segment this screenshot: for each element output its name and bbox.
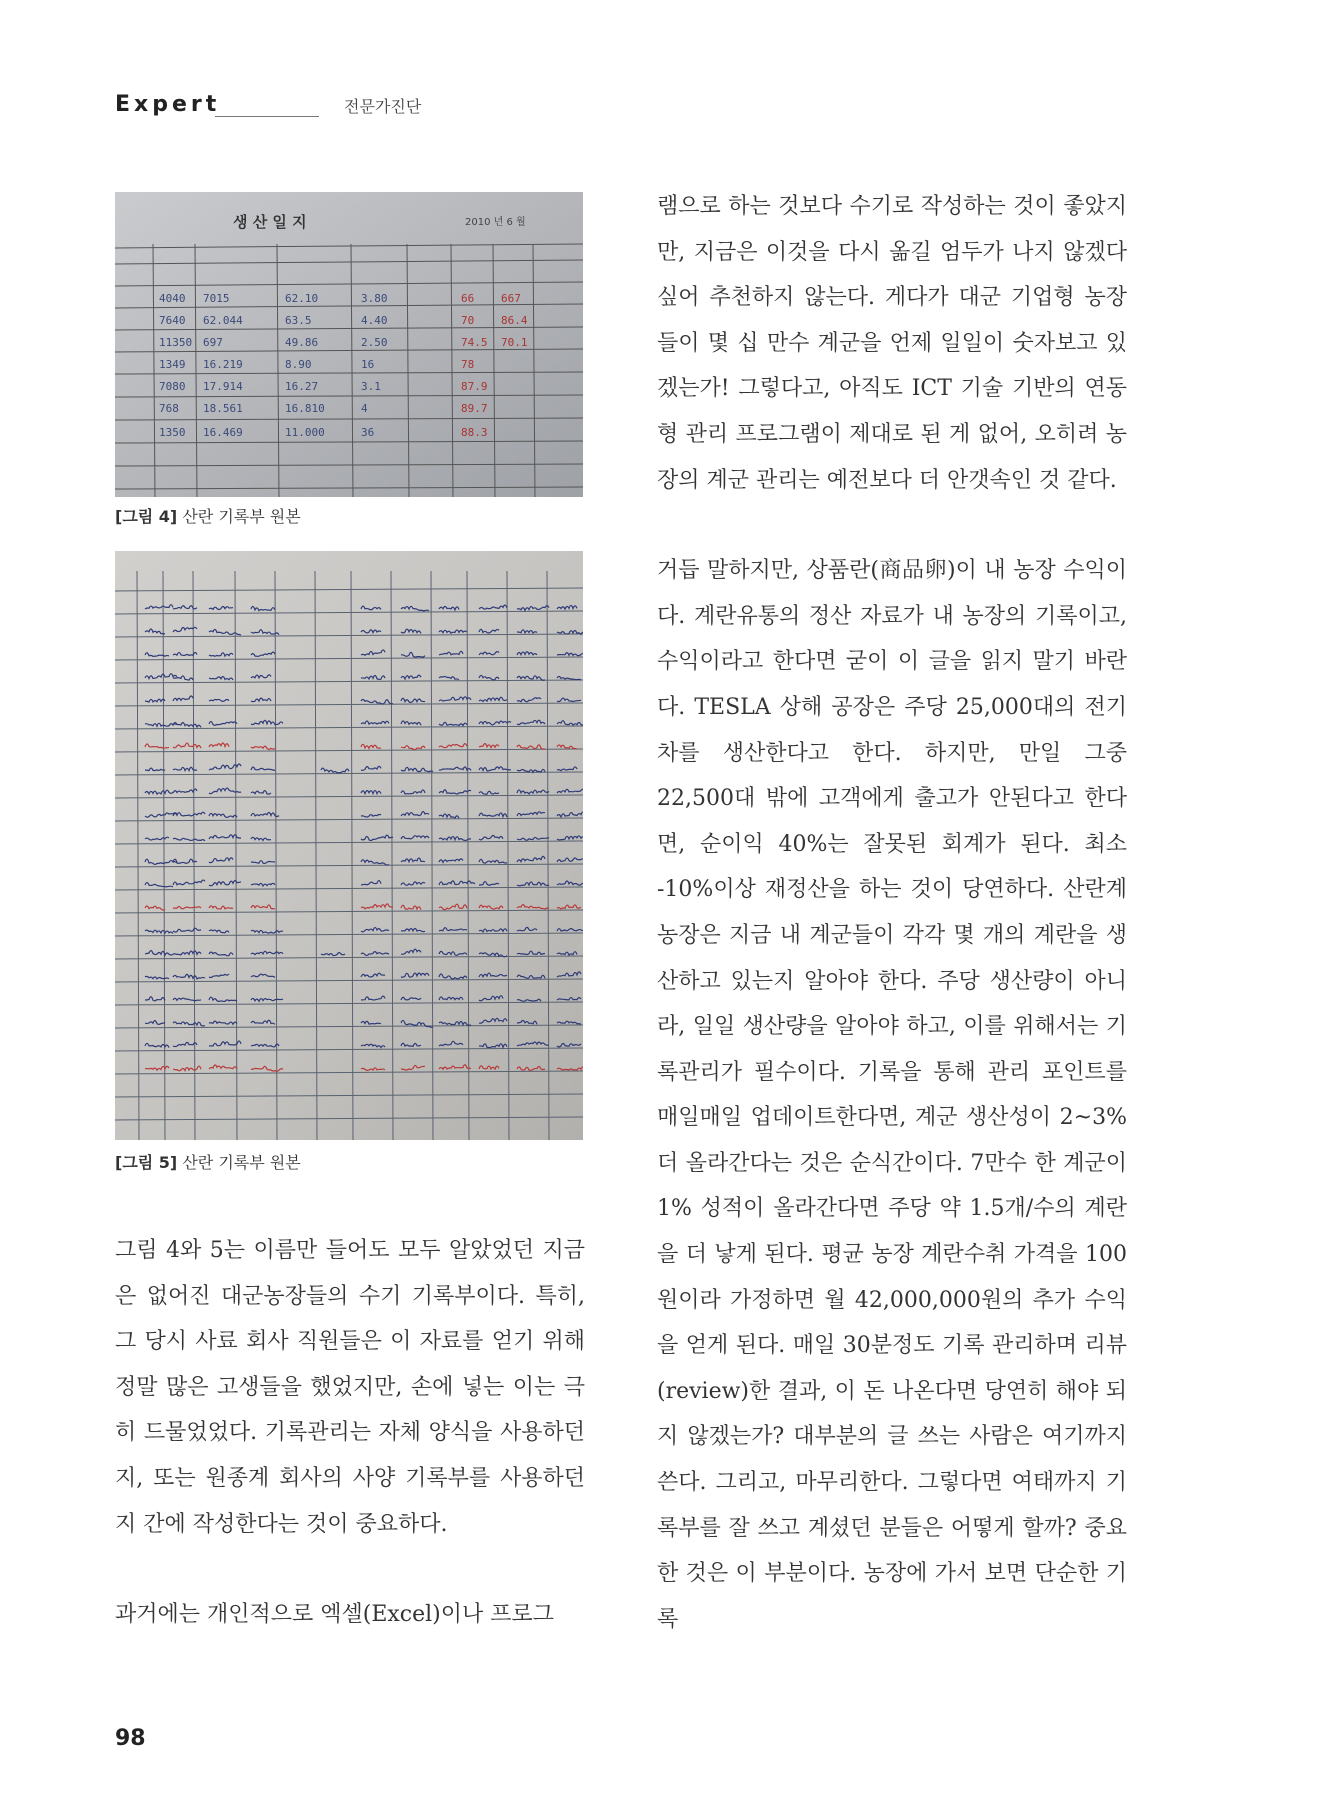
svg-text:78: 78 xyxy=(461,358,475,371)
svg-text:7640: 7640 xyxy=(159,314,186,327)
section-title: 전문가진단 xyxy=(344,97,422,116)
ledger-photo-graphic xyxy=(115,192,583,497)
svg-text:7015: 7015 xyxy=(203,292,230,305)
svg-text:16.810: 16.810 xyxy=(285,402,325,415)
right-text-column xyxy=(657,184,1127,1642)
svg-text:88.3: 88.3 xyxy=(461,426,488,439)
figure-4-photo xyxy=(115,192,583,497)
svg-text:7080: 7080 xyxy=(159,380,186,393)
figure-5-caption-number: [그림 5] xyxy=(115,1153,178,1172)
svg-text:86.4: 86.4 xyxy=(501,314,528,327)
ledger-date: 2010 년 6 월 xyxy=(465,217,526,228)
svg-text:18.561: 18.561 xyxy=(203,402,243,415)
svg-text:11.000: 11.000 xyxy=(285,426,325,439)
ledger-heading: 생 산 일 지 xyxy=(233,213,307,231)
svg-text:768: 768 xyxy=(159,402,179,415)
svg-text:16: 16 xyxy=(361,358,375,371)
ledger-photo-graphic xyxy=(115,551,583,1140)
body-paragraph: 과거에는 개인적으로 엑셀(Excel)이나 프로그 xyxy=(115,1602,555,1628)
svg-text:62.044: 62.044 xyxy=(203,314,243,327)
magazine-section-brand: Expert xyxy=(115,92,221,117)
svg-text:3.80: 3.80 xyxy=(361,292,388,305)
svg-text:87.9: 87.9 xyxy=(461,380,488,393)
svg-text:2.50: 2.50 xyxy=(361,336,388,349)
svg-text:16.27: 16.27 xyxy=(285,380,319,393)
body-paragraph: 램으로 하는 것보다 수기로 작성하는 것이 좋았지만, 지금은 이것을 다시 옮길 엄두가 나지 않겠다 싶어 추천하지 않는다. 게다가 대군 기업형 농장들이 몇 십 만수 계군을 언제 일일이 숫자보고 있겠는가! 그렇다고, 아직도 ICT 기술 기반의 연동형 관리 프로그램이 제대로 된 게 없어, 오히려 농장의 계군 관리는 예전보다 더 안갯속인 것 같다. xyxy=(657,194,1127,493)
svg-text:17.914: 17.914 xyxy=(203,380,243,393)
svg-text:16.219: 16.219 xyxy=(203,358,243,371)
page-header xyxy=(115,92,615,122)
svg-text:62.10: 62.10 xyxy=(285,292,319,305)
svg-text:89.7: 89.7 xyxy=(461,402,488,415)
figure-4-caption-text: 산란 기록부 원본 xyxy=(177,507,301,526)
svg-text:70.1: 70.1 xyxy=(501,336,528,349)
body-paragraph: 그림 4와 5는 이름만 들어도 모두 알았었던 지금은 없어진 대군농장들의 수기 기록부이다. 특히, 그 당시 사료 회사 직원들은 이 자료를 얻기 위해 정말 많은 고생들을 했었지만, 손에 넣는 이는 극히 드물었었다. 기록관리는 자체 양식을 사용하던지, 또는 원종계 회사의 사양 기록부를 사용하던지 간에 작성한다는 것이 중요하다. xyxy=(115,1238,585,1537)
svg-text:4040: 4040 xyxy=(159,292,186,305)
svg-text:16.469: 16.469 xyxy=(203,426,243,439)
figure-5-photo xyxy=(115,551,583,1140)
svg-text:697: 697 xyxy=(203,336,223,349)
figure-4-caption-number: [그림 4] xyxy=(115,507,178,526)
svg-text:11350: 11350 xyxy=(159,336,193,349)
page-number: 98 xyxy=(115,1726,146,1751)
body-paragraph: 거듭 말하지만, 상품란(商品卵)이 내 농장 수익이다. 계란유통의 정산 자료가 내 농장의 기록이고, 수익이라고 한다면 굳이 이 글을 읽지 말기 바란다. TESLA 상해 공장은 주당 25,000대의 전기차를 생산한다고 한다. 하지만, 만일 그중 22,500대 밖에 고객에게 출고가 안된다고 한다면, 순이익 40%는 잘못된 회계가 된다. 최소 -10%이상 재정산을 하는 것이 당연하다. 산란계 농장은 지금 내 계군들이 각각 몇 개의 계란을 생산하고 있는지 알아야 한다. 주당 생산량이 아니라, 일일 생산량을 알아야 하고, 이를 위해서는 기록관리가 필수이다. 기록을 통해 관리 포인트를 매일매일 업데이트한다면, 계군 생산성이 2~3% 더 올라간다는 것은 순식간이다. 7만수 한 계군이 1% 성적이 올라간다면 주당 약 1.5개/수의 계란을 더 낳게 된다. 평균 농장 계란수취 가격을 100원이라 가정하면 월 42,000,000원의 추가 수익을 얻게 된다. 매일 30분정도 기록 관리하며 리뷰(review)한 결과, 이 돈 나온다면 당연히 해야 되지 않겠는가? 대부분의 글 쓰는 사람은 여기까지 쓴다. 그리고, 마무리한다. 그렇다면 여태까지 기록부를 잘 쓰고 계셨던 분들은 어떻게 할까? 중요한 것은 이 부분이다. 농장에 가서 보면 단순한 기록 xyxy=(657,558,1127,1632)
left-text-column xyxy=(115,1228,585,1638)
figure-5-caption xyxy=(115,1150,301,1173)
svg-text:4.40: 4.40 xyxy=(361,314,388,327)
svg-text:3.1: 3.1 xyxy=(361,380,381,393)
svg-text:36: 36 xyxy=(361,426,375,439)
header-rule xyxy=(215,116,319,117)
svg-text:74.5: 74.5 xyxy=(461,336,488,349)
svg-text:1349: 1349 xyxy=(159,358,186,371)
figure-4-caption xyxy=(115,504,301,527)
svg-text:66: 66 xyxy=(461,292,475,305)
svg-text:63.5: 63.5 xyxy=(285,314,312,327)
svg-text:667: 667 xyxy=(501,292,521,305)
svg-text:8.90: 8.90 xyxy=(285,358,312,371)
svg-text:1350: 1350 xyxy=(159,426,186,439)
figure-5-caption-text: 산란 기록부 원본 xyxy=(177,1153,301,1172)
svg-text:4: 4 xyxy=(361,402,368,415)
svg-text:70: 70 xyxy=(461,314,475,327)
svg-text:49.86: 49.86 xyxy=(285,336,319,349)
